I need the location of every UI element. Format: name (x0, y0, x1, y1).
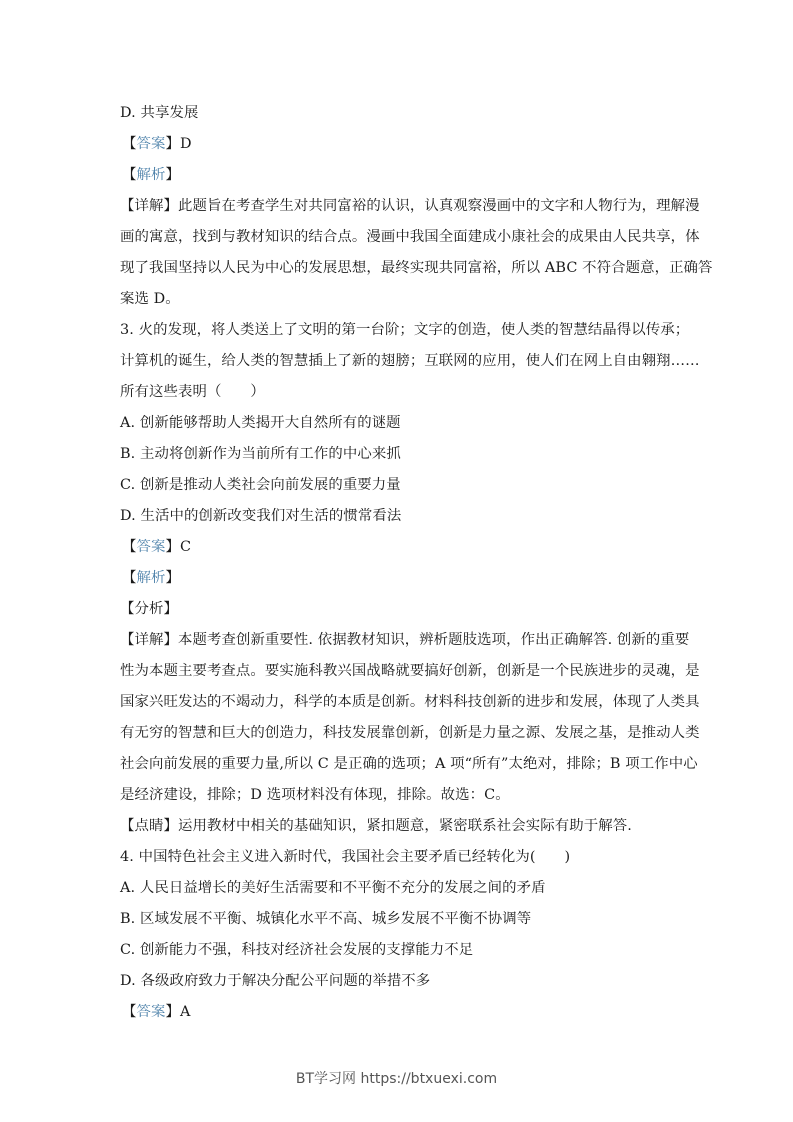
q2-analysis-heading (122, 160, 676, 191)
bracket-open: 【 (122, 539, 137, 555)
answer-label: 答案 (136, 136, 166, 152)
detail-text: 本题考查创新重要性. 依据教材知识，辨析题肢选项，作出正确解答. 创新的重要 (177, 632, 690, 648)
analysis-label: 解析 (136, 570, 166, 586)
q3-option-c: C. 创新是推动人类社会向前发展的重要力量 (120, 477, 401, 493)
q2-option-d: D. 共享发展 (120, 105, 199, 121)
detail-label: 【详解】 (120, 198, 178, 214)
detail-label-text: 详解 (134, 198, 164, 214)
q3-detail-line-3: 国家兴旺发达的不竭动力，科学的本质是创新。材料科技创新的进步和发展，体现了人类具 (120, 694, 700, 710)
q2-detail-line-3: 现了我国坚持以人民为中心的发展思想，最终实现共同富裕，所以 ABC 不符合题意，正确答 (120, 260, 713, 276)
detail-label-text: 详解 (134, 632, 164, 648)
q4-option-b: B. 区域发展不平衡、城镇化水平不高、城乡发展不平衡不协调等 (120, 911, 532, 927)
bracket-close: 】 (165, 167, 180, 183)
q3-analysis-heading (122, 563, 676, 594)
detail-label: 【详解】 (120, 632, 178, 648)
bracket-open: 【 (122, 136, 137, 152)
q3-option-a: A. 创新能够帮助人类揭开大自然所有的谜题 (120, 415, 401, 431)
q4-stem: 4. 中国特色社会主义进入新时代，我国社会主要矛盾已经转化为( ) (120, 849, 571, 865)
q3-detail-line-2: 性为本题主要考查点。要实施科教兴国战略就要搞好创新，创新是一个民族进步的灵魂，是 (120, 663, 700, 679)
tip-text: 运用教材中相关的基础知识，紧扣题意，紧密联系社会实际有助于解答. (177, 818, 632, 834)
analysis-label: 解析 (136, 167, 166, 183)
q3-stem-line-1: 3. 火的发现，将人类送上了文明的第一台阶；文字的创造，使人类的智慧结晶得以传承； (120, 322, 690, 338)
q4-option-d: D. 各级政府致力于解决分配公平问题的举措不多 (120, 973, 431, 989)
q4-answer (122, 997, 676, 1028)
tip-label-text: 点睛 (134, 818, 164, 834)
q3-answer (122, 532, 676, 563)
answer-value: C (179, 539, 192, 555)
q2-detail-line-1 (120, 191, 700, 222)
bracket-open: 【 (122, 167, 137, 183)
q4-option-a: A. 人民日益增长的美好生活需要和不平衡不充分的发展之间的矛盾 (120, 880, 546, 896)
q3-detail-line-4: 有无穷的智慧和巨大的创造力，科技发展靠创新，创新是力量之源、发展之基，是推动人类 (120, 725, 700, 741)
footer-watermark: BT学习网 https://btxuexi.com (295, 1071, 498, 1087)
q4-option-c: C. 创新能力不强，科技对经济社会发展的支撑能力不足 (120, 942, 474, 958)
q3-detail-line-6: 是经济建设，排除；D 选项材料没有体现，排除。故选：C。 (120, 787, 510, 803)
q3-detail-line-5: 社会向前发展的重要力量,所以 C 是正确的选项；A 项“所有”太绝对，排除；B 项工作中心 (120, 756, 698, 772)
fenxi-label: 分析 (134, 601, 164, 617)
bracket-close: 】 (165, 1004, 180, 1020)
bracket-close: 】 (165, 136, 180, 152)
bracket-open: 【 (122, 570, 137, 586)
q3-detail-line-1 (120, 625, 690, 656)
bracket-close: 】 (165, 539, 180, 555)
tip-label: 【点睛】 (120, 818, 178, 834)
q2-detail-line-2: 画的寓意，找到与教材知识的结合点。漫画中我国全面建成小康社会的成果由人民共享，体 (120, 229, 700, 245)
q3-stem-line-2: 计算机的诞生，给人类的智慧插上了新的翅膀；互联网的应用，使人们在网上自由翱翔…… (120, 353, 700, 369)
q2-answer (122, 129, 676, 160)
bracket-close: 】 (165, 570, 180, 586)
bracket-open: 【 (120, 601, 135, 617)
q3-option-d: D. 生活中的创新改变我们对生活的惯常看法 (120, 508, 402, 524)
answer-label: 答案 (136, 539, 166, 555)
q3-tip (120, 811, 676, 842)
answer-label: 答案 (136, 1004, 166, 1020)
bracket-open: 【 (122, 1004, 137, 1020)
answer-value: D (179, 136, 192, 152)
q3-fenxi-heading (120, 594, 676, 625)
bracket-close: 】 (163, 601, 178, 617)
detail-text: 此题旨在考查学生对共同富裕的认识，认真观察漫画中的文字和人物行为，理解漫 (177, 198, 700, 214)
answer-value: A (179, 1004, 191, 1020)
q3-stem-line-3: 所有这些表明（ ） (120, 384, 265, 400)
q3-option-b: B. 主动将创新作为当前所有工作的中心来抓 (120, 446, 401, 462)
document-page (120, 98, 713, 1028)
q2-detail-line-4: 案选 D。 (120, 291, 180, 307)
